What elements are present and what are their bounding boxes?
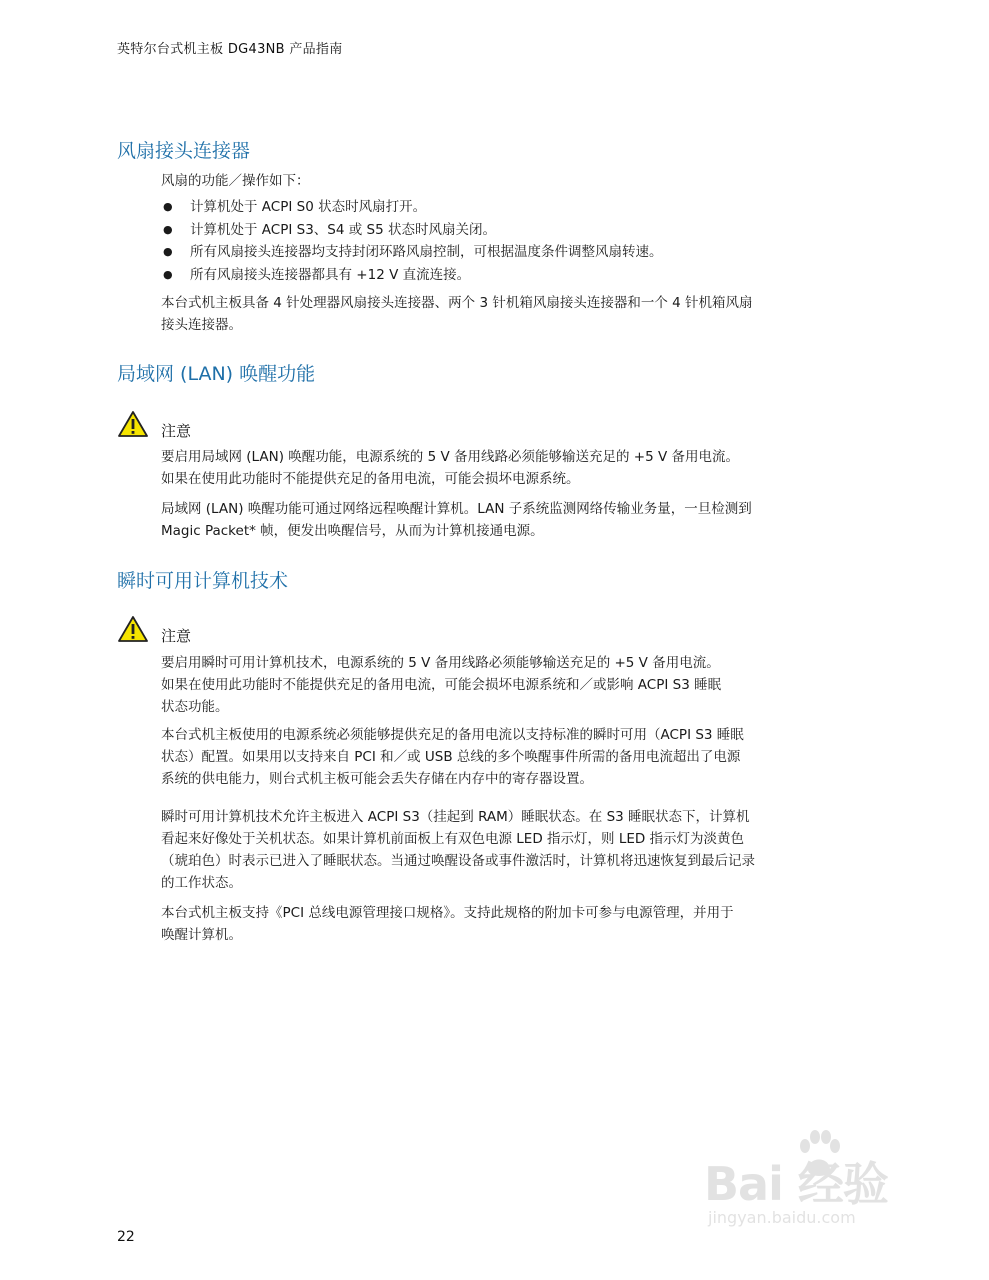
bullet-icon: ● bbox=[163, 200, 173, 213]
instant-paragraph-3 bbox=[161, 902, 881, 946]
section-heading-fan: 风扇接头连接器 bbox=[117, 140, 251, 162]
text-line: （琥珀色）时表示已进入了睡眠状态。当通过唤醒设备或事件激活时，计算机将迅速恢复到最后记录 bbox=[161, 853, 755, 869]
text-line: 要启用局域网 (LAN) 唤醒功能，电源系统的 5 V 备用线路必须能够输送充足的 +5 V 备用电流。 bbox=[161, 449, 739, 465]
text-line: 唤醒计算机。 bbox=[161, 927, 242, 943]
caution-label: 注意 bbox=[161, 627, 192, 645]
bullet-text: 所有风扇接头连接器都具有 +12 V 直流连接。 bbox=[190, 266, 471, 283]
list-item bbox=[161, 241, 881, 264]
section-heading-lan: 局域网 (LAN) 唤醒功能 bbox=[117, 363, 316, 385]
watermark-brand: Bai 经验 bbox=[704, 1157, 888, 1211]
text-line: 要启用瞬时可用计算机技术，电源系统的 5 V 备用线路必须能够输送充足的 +5 V 备用电流。 bbox=[161, 655, 720, 671]
baidu-jingyan-watermark bbox=[700, 1130, 940, 1240]
text-line: 局域网 (LAN) 唤醒功能可通过网络远程唤醒计算机。LAN 子系统监测网络传输业务量，一旦检测到 bbox=[161, 501, 752, 517]
section-heading-instant-available: 瞬时可用计算机技术 bbox=[117, 570, 289, 592]
text-line: 本台式机主板使用的电源系统必须能够提供充足的备用电流以支持标准的瞬时可用（ACPI S3 睡眠 bbox=[161, 727, 744, 743]
document-header-title: 英特尔台式机主板 DG43NB 产品指南 bbox=[117, 42, 343, 57]
text-line: 瞬时可用计算机技术允许主板进入 ACPI S3（挂起到 RAM）睡眠状态。在 S3 睡眠状态下，计算机 bbox=[161, 809, 750, 825]
list-item bbox=[161, 196, 881, 219]
text-line: 状态功能。 bbox=[161, 699, 229, 715]
bullet-icon: ● bbox=[163, 222, 173, 236]
lan-description bbox=[161, 498, 881, 542]
text-line: 本台式机主板支持《PCI 总线电源管理接口规格》。支持此规格的附加卡可参与电源管理，并用于 bbox=[161, 905, 734, 921]
bullet-text: 计算机处于 ACPI S3、S4 或 S5 状态时风扇关闭。 bbox=[190, 221, 496, 238]
fan-bullet-list bbox=[161, 196, 881, 286]
bullet-icon: ● bbox=[163, 245, 173, 258]
caution-label: 注意 bbox=[161, 422, 192, 440]
text-line: Magic Packet* 帧，便发出唤醒信号，从而为计算机接通电源。 bbox=[161, 523, 544, 539]
text-line: 如果在使用此功能时不能提供充足的备用电流，可能会损坏电源系统和／或影响 ACPI S3 睡眠 bbox=[161, 677, 722, 693]
fan-description bbox=[161, 292, 881, 336]
bullet-icon: ● bbox=[163, 267, 173, 281]
text-line: 看起来好像处于关机状态。如果计算机前面板上有双色电源 LED 指示灯，则 LED 指示灯为淡黄色 bbox=[161, 831, 745, 847]
page-number: 22 bbox=[117, 1229, 135, 1245]
instant-caution-text bbox=[161, 652, 881, 718]
list-item bbox=[161, 264, 881, 287]
text-line: 接头连接器。 bbox=[161, 317, 242, 333]
text-line: 状态）配置。如果用以支持来自 PCI 和／或 USB 总线的多个唤醒事件所需的备用电流超出了电源 bbox=[161, 749, 741, 765]
instant-paragraph-1 bbox=[161, 724, 881, 790]
text-line: 如果在使用此功能时不能提供充足的备用电流，可能会损坏电源系统。 bbox=[161, 471, 580, 487]
caution-triangle-icon bbox=[117, 615, 149, 643]
text-line: 系统的供电能力，则台式机主板可能会丢失存储在内存中的寄存器设置。 bbox=[161, 771, 593, 787]
watermark-url: jingyan.baidu.com bbox=[708, 1208, 856, 1227]
bullet-text: 计算机处于 ACPI S0 状态时风扇打开。 bbox=[190, 199, 427, 215]
text-line: 的工作状态。 bbox=[161, 875, 242, 891]
fan-intro: 风扇的功能／操作如下： bbox=[161, 173, 310, 189]
lan-caution-text bbox=[161, 446, 881, 490]
instant-paragraph-2 bbox=[161, 806, 881, 894]
bullet-text: 所有风扇接头连接器均支持封闭环路风扇控制，可根据温度条件调整风扇转速。 bbox=[190, 244, 663, 260]
text-line: 本台式机主板具备 4 针处理器风扇接头连接器、两个 3 针机箱风扇接头连接器和一个 4 针机箱风扇 bbox=[161, 295, 753, 311]
caution-triangle-icon bbox=[117, 410, 149, 438]
list-item bbox=[161, 219, 881, 242]
